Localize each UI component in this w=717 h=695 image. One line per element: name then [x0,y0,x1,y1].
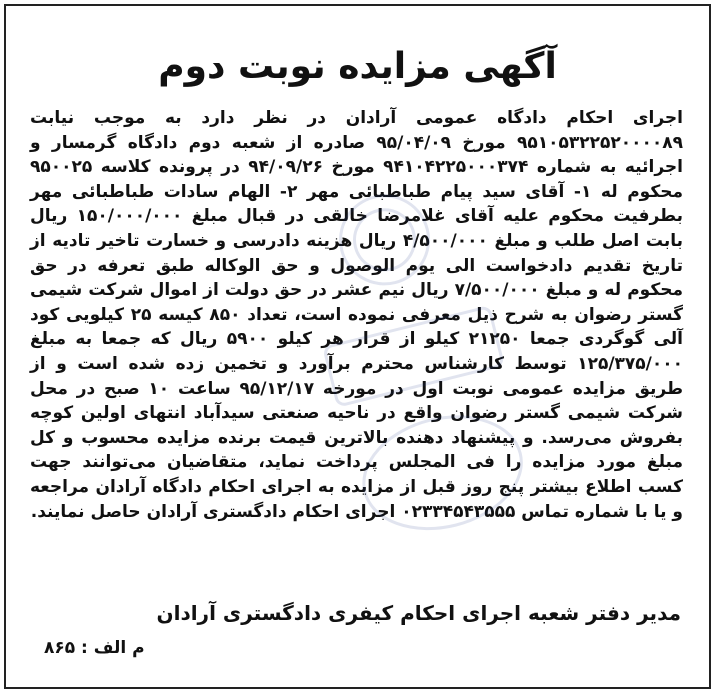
notice-box [4,4,711,689]
notice-code: م الف : ۸۶۵ [44,638,145,658]
notice-body: اجرای احکام دادگاه عمومی آرادان در نظر دارد به موجب نیابت ۹۵۱۰۵۳۲۲۵۲۰۰۰۰۸۹ مورخ ۹۵/۰۴/۰۹ صادره از شعبه دوم دادگاه گرمسار و اجرائیه به شماره ۹۴۱۰۴۲۲۵۰۰۰۳۷۴ مورخ ۹۴/۰۹/۲۶ در پرونده کلاسه ۹۵۰۰۲۵ محکوم له ۱- آقای سید پیام طباطبائی مهر ۲- الهام سادات طباطبائی مهر بطرفیت محکوم علیه آقای غلامرضا خالقی در قبال مبلغ ۱۵۰/۰۰۰/۰۰۰ ریال بابت اصل طلب و مبلغ ۴/۵۰۰/۰۰۰ ریال هزینه دادرسی و خسارت تاخیر تادیه از تاریخ تقدیم دادخواست الی یوم الوصول و حق الوکاله طبق تعرفه در حق محکوم له و مبلغ ۷/۵۰۰/۰۰۰ ریال نیم عشر در حق دولت از اموال شرکت شیمی گستر رضوان به شرح ذیل معرفی نموده است، تعداد ۸۵۰ کیسه ۲۵ کیلویی کود آلی گوگردی جمعا ۲۱۲۵۰ کیلو از قرار هر کیلو ۵۹۰۰ ریال که جمعا به مبلغ ۱۲۵/۳۷۵/۰۰۰ توسط کارشناس محترم برآورد و تخمین زده شده است و از طریق مزایده عمومی نوبت اول در مورخه ۹۵/۱۲/۱۷ ساعت ۱۰ صبح در محل شرکت شیمی گستر رضوان واقع در ناحیه صنعتی سیدآباد انتهای اولین کوچه بفروش می‌رسد. و پیشنهاد دهنده بالاترین قیمت برنده مزایده محسوب و کل مبلغ مورد مزایده را فی المجلس پرداخت نماید، متقاضیان می‌توانند جهت کسب اطلاع بیشتر پنج روز قبل از مزایده به اجرای احکام دادگاه آرادان مراجعه و یا با شماره تماس ۰۲۳۳۴۵۴۳۵۵۵ اجرای احکام دادگستری آرادان حاصل نمایند. [30,108,684,522]
notice-signature: مدیر دفتر شعبه اجرای احکام کیفری دادگستری آرادان [156,601,681,625]
notice-title: آگهی مزایده نوبت دوم [158,46,557,87]
